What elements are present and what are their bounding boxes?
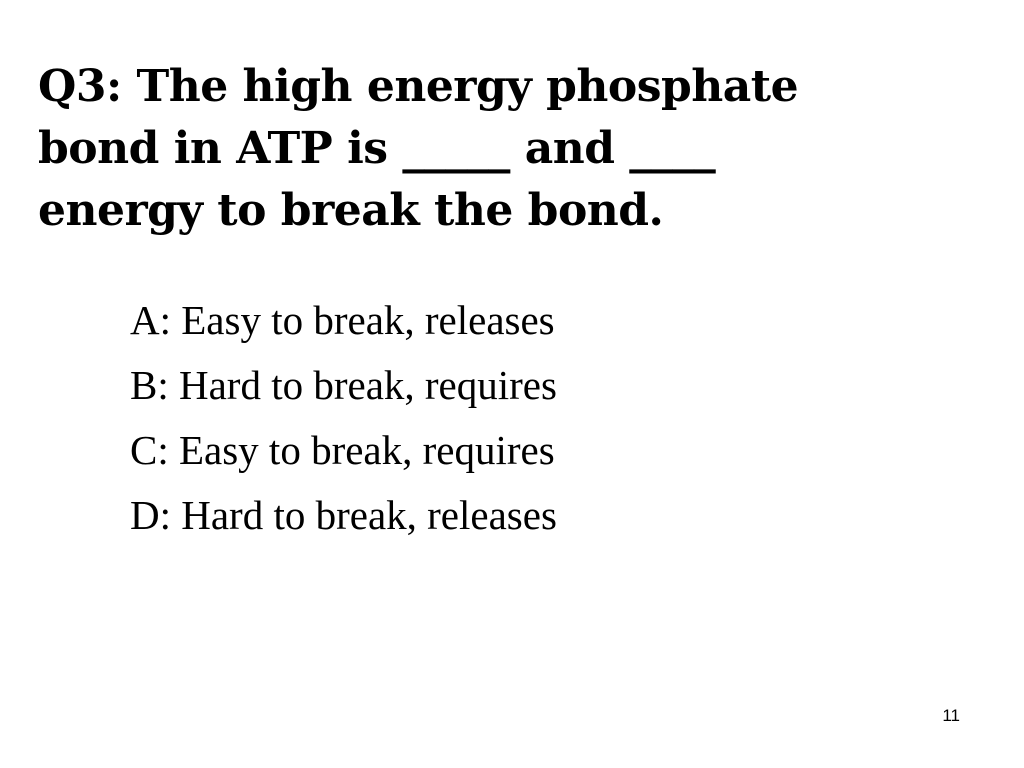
question-line: Q3: The high energy phosphate [38,61,799,112]
question-line: bond in ATP is _____ and ____ [38,123,716,174]
option-d: D: Hard to break, releases [130,492,557,538]
question-title [38,56,938,242]
option-c: C: Easy to break, requires [130,427,555,473]
answer-options [130,288,557,548]
question-line: energy to break the bond. [38,185,664,236]
page-number: 11 [942,706,960,725]
option-b: B: Hard to break, requires [130,362,557,408]
option-a: A: Easy to break, releases [130,297,555,343]
